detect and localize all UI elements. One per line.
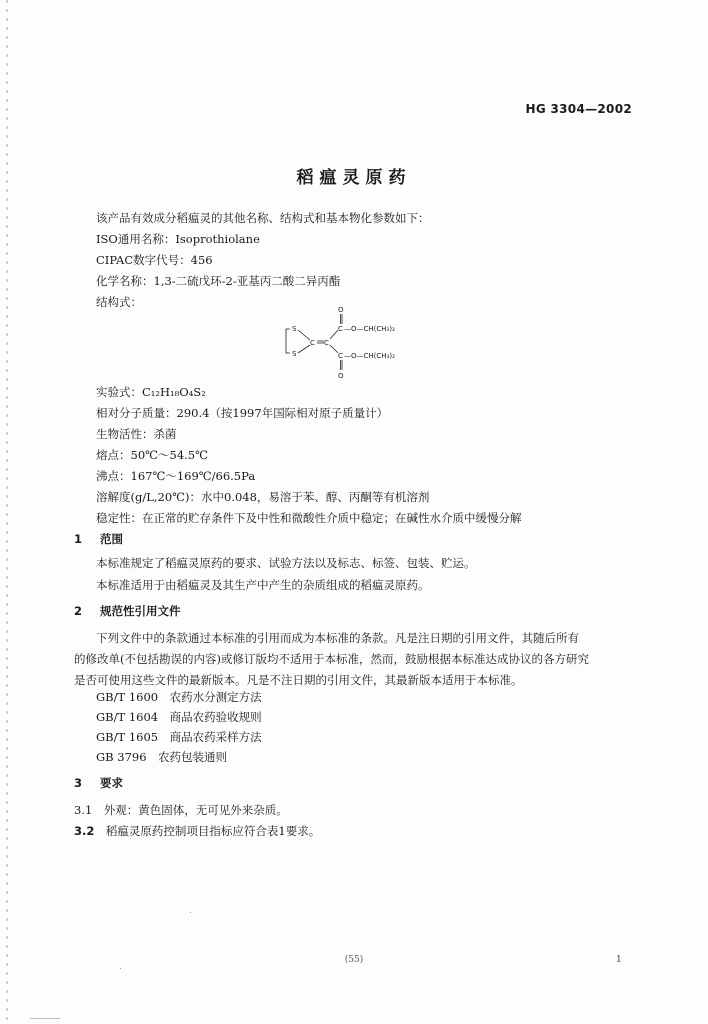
section-1-para-2: 本标准适用于由稻瘟灵及其生产中产生的杂质组成的稻瘟灵原药。 [96,578,430,592]
scan-speck [190,912,191,913]
document-title: 稻瘟灵原药 [296,168,412,188]
section-1-number: 1 [74,532,83,546]
page-number: (55) [344,955,364,965]
reference-item: GB/T 1600 农药水分测定方法 [96,690,262,704]
scan-speck [30,1018,60,1019]
biological-activity: 生物活性：杀菌 [96,427,177,441]
structural-formula-drawing [286,303,426,385]
sulfur-bottom: S [292,350,297,358]
section-2-heading [74,603,181,619]
sulfur-top: S [292,325,297,333]
binding-edge [6,0,8,1024]
clause-3-2-number: 3.2 [74,824,95,838]
melting-point: 熔点：50℃～54.5℃ [96,448,208,462]
carbon-upper: C [338,325,343,333]
section-2-number: 2 [74,604,83,618]
carbon-alpha: C [324,339,329,347]
section-1-title: 范围 [100,532,123,546]
structural-formula [286,303,426,385]
chemical-name: 化学名称：1,3-二硫戊环-2-亚基丙二酸二异丙酯 [96,274,341,288]
ring-bond-top [298,330,310,340]
ring-bridge [286,329,290,353]
oxygen-bottom: O [338,372,344,380]
clause-3-1: 3.1 外观：黄色固体，无可见外来杂质。 [74,803,288,817]
section-2-title: 规范性引用文件 [100,604,181,618]
carbon-lower: C [338,352,343,360]
standard-number: HG 3304—2002 [525,102,632,116]
section-1-heading [74,531,123,547]
ring-bond-bottom [298,345,310,353]
section-3-number: 3 [74,776,83,790]
ester-bottom: —O—CH(CH₃)₂ [344,352,395,360]
molecular-weight: 相对分子质量：290.4（按1997年国际相对原子质量计） [96,406,389,420]
section-2-para-line-3: 是否可使用这些文件的最新版本。凡是不注日期的引用文件，其最新版本适用于本标准。 [74,673,523,687]
section-2-para-line-1: 下列文件中的条款通过本标准的引用而成为本标准的条款。凡是注日期的引用文件，其随后所有 [96,631,579,645]
reference-item: GB 3796 农药包装通则 [96,750,228,764]
reference-item: GB/T 1604 商品农药验收规则 [96,710,262,724]
ester-top: —O—CH(CH₃)₂ [344,325,395,333]
oxygen-top: O [338,306,344,314]
reference-item: GB/T 1605 商品农药采样方法 [96,730,262,744]
clause-3-2-text: 稻瘟灵原药控制项目指标应符合表1要求。 [105,824,321,838]
bond-to-upper [330,330,338,339]
stability: 稳定性：在正常的贮存条件下及中性和微酸性介质中稳定；在碱性水介质中缓慢分解 [96,511,522,525]
section-3-heading [74,775,123,791]
empirical-formula: 实验式：C₁₂H₁₈O₄S₂ [96,385,206,399]
iso-name: ISO通用名称：Isoprothiolane [96,232,260,246]
intro-lead: 该产品有效成分稻瘟灵的其他名称、结构式和基本物化参数如下： [96,211,430,225]
cipac-code: CIPAC数字代号：456 [96,253,213,267]
scan-speck [120,968,121,969]
boiling-point: 沸点：167℃～169℃/66.5Pa [96,469,256,483]
carbon-center: C [310,339,315,347]
section-2-para-line-2: 的修改单(不包括勘误的内容)或修订版均不适用于本标准，然而，鼓励根据本标准达成协议的各方研究 [74,652,589,666]
section-1-para-1: 本标准规定了稻瘟灵原药的要求、试验方法以及标志、标签、包装、贮运。 [96,556,476,570]
section-3-title: 要求 [100,776,123,790]
clause-3-2 [74,826,320,838]
solubility: 溶解度(g/L,20℃)：水中0.048，易溶于苯、醇、丙酮等有机溶剂 [96,490,430,504]
corner-mark: 1 [616,955,622,965]
bond-to-lower [330,345,338,353]
structure-label: 结构式： [96,295,142,309]
